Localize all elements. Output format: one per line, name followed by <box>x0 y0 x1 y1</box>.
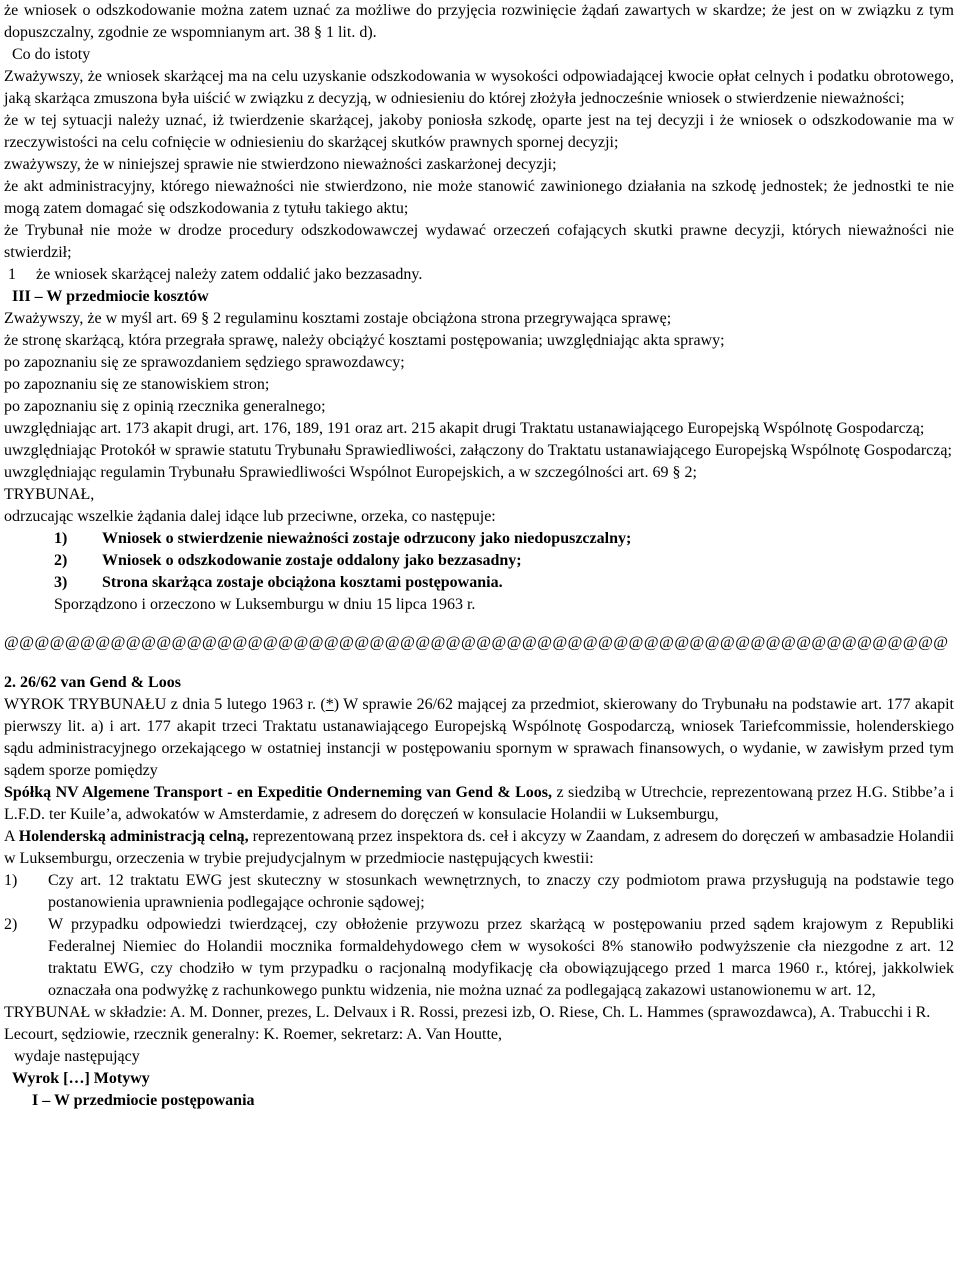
paragraph-rules-of-procedure: uwzględniając regulamin Trybunału Sprawiedliwości Wspólnot Europejskich, a w szczególności art. 69 § 2; <box>4 464 697 481</box>
section-heading-procedure: I – W przedmiocie postępowania <box>32 1092 255 1109</box>
footnote-link[interactable]: * <box>325 696 334 713</box>
paragraph-treaty-articles: uwzględniając art. 173 akapit drugi, art. 176, 189, 191 oraz art. 215 akapit drugi Traktatu ustanawiającego Europejską Wspólnotę Gospodarczą; <box>4 420 925 437</box>
paragraph-costs-rule: Zważywszy, że w myśl art. 69 § 2 regulaminu kosztami zostaje obciążona strona przegrywająca sprawę; <box>4 310 672 327</box>
question-1 <box>4 870 954 914</box>
order-text: Wniosek o odszkodowanie zostaje oddalony jako bezzasadny; <box>102 552 522 569</box>
question-2 <box>4 914 954 1002</box>
paragraph-claim-based-on-decision: że w tej sytuacji należy uznać, iż twierdzenie skarżącej, jakoby poniosła szkodę, oparte jest na tej decyzji i że wniosek o odszkodowanie ma w rzeczywistości na celu cofnięcie w odniesieniu do skarżącej skutków prawnych spornej decyzji; <box>4 112 954 151</box>
paragraph-advocate-general: po zapoznaniu się z opinią rzecznika generalnego; <box>4 398 326 415</box>
conclusion-text: że wniosek skarżącej należy zatem oddalić jako bezzasadny. <box>36 266 423 283</box>
court-composition: TRYBUNAŁ w składzie: A. M. Donner, prezes, L. Delvaux i R. Rossi, prezesi izb, O. Riese, Ch. L. Hammes (sprawozdawca), A. Trabucchi i R. Lecourt, sędziowie, rzecznik generalny: K. Roemer, sekretarz: A. Van Houtte, <box>4 1004 931 1043</box>
paragraph-costs-applicant: że stronę skarżącą, która przegrała sprawę, należy obciążyć kosztami postępowania; uwzględniając akta sprawy; <box>4 332 725 349</box>
order-text: Wniosek o stwierdzenie nieważności zostaje odrzucony jako niedopuszczalny; <box>102 530 632 547</box>
paragraph-report: po zapoznaniu się ze sprawozdaniem sędziego sprawozdawcy; <box>4 354 405 371</box>
question-text: W przypadku odpowiedzi twierdzącej, czy obłożenie przywozu przez skarżącą w postępowaniu przed sądem krajowym z Republiki Federalnej Niemiec do Holandii mocznika formaldehydowego cłem w wysokości 8% stanowiło podwyższenie cła niezgodne z art. 12 traktatu EWG, czy chodziło w tym przypadku o racjonalną modyfikację cła obowiązującego przed 1 marca 1960 r., której, jakkolwiek oznaczała ona podwyżkę z rachunkowego punktu widzenia, nie można uznać za podlegającą zakazowi ustanowionemu w art. 12, <box>48 916 954 999</box>
order-number: 3) <box>54 574 68 591</box>
signed-line: Sporządzono i orzeczono w Luksemburgu w dniu 15 lipca 1963 r. <box>54 596 476 613</box>
court-label: TRYBUNAŁ, <box>4 486 95 503</box>
question-number: 2) <box>4 916 18 933</box>
order-item-1 <box>4 528 954 550</box>
operative-part <box>4 528 954 594</box>
party-defendant-prefix: A <box>4 828 19 845</box>
order-text: Strona skarżąca zostaje obciążona kosztami postępowania. <box>102 574 503 591</box>
party-applicant <box>4 782 954 826</box>
judgment-heading: Wyrok […] Motywy <box>12 1070 150 1087</box>
case-intro <box>4 694 954 782</box>
case-intro-text-rest: ) W sprawie 26/62 mającej za przedmiot, skierowany do Trybunału na podstawie art. 177 akapit pierwszy lit. a) i art. 177 akapit trzeci Traktatu ustanawiającego Europejską Wspólnotę Gospodarczą, wniosek Tariefcommissie, holenderskiego sądu administracyjnego orzekającego w ostatniej instancji w postępowaniu spornym w sprawach finansowych, o wydanie, w zawisłym przed tym sądem sporze pomiędzy <box>4 696 954 779</box>
heading-substance: Co do istoty <box>12 46 91 63</box>
paragraph-considering-aim: Zważywszy, że wniosek skarżącej ma na celu uzyskanie odszkodowania w wysokości odpowiadającej kwocie opłat celnych i podatku obrotowego, jaką skarżąca zmuszona była uiścić w związku z decyzją, w odniesieniu do której złożyła jednocześnie wniosek o stwierdzenie nieważności; <box>4 68 954 107</box>
conclusion-number: 1 <box>8 266 16 283</box>
paragraph-parties: po zapoznaniu się ze stanowiskiem stron; <box>4 376 270 393</box>
party-defendant-details: reprezentowaną przez inspektora ds. ceł i akcyzy w Zaandam, z adresem do doręczeń w ambasadzie Holandii w Luksemburgu, orzeczenia w trybie prejudycjalnym w przedmiocie następujących kwestii: <box>4 828 955 867</box>
paragraph-protocol: uwzględniając Protokół w sprawie statutu Trybunału Sprawiedliwości, załączony do Traktatu ustanawiającego Europejską Wspólnotę Gospodarczą; <box>4 442 952 459</box>
paragraph-administrative-act: że akt administracyjny, którego nieważności nie stwierdzono, nie może stanowić zawinionego działania na szkodę jednostek; że jednostki te nie mogą zatem domagać się odszkodowania z tytułu takiego aktu; <box>4 178 954 217</box>
case-intro-text: WYROK TRYBUNAŁU z dnia 5 lutego 1963 r. ( <box>4 696 326 713</box>
issues-line: wydaje następujący <box>14 1048 140 1065</box>
case-title: 2. 26/62 van Gend & Loos <box>4 674 181 691</box>
order-number: 1) <box>54 530 68 547</box>
order-item-3 <box>4 572 954 594</box>
question-number: 1) <box>4 872 18 889</box>
paragraph-no-annulment: zważywszy, że w niniejszej sprawie nie stwierdzono nieważności zaskarżonej decyzji; <box>4 156 557 173</box>
party-applicant-details: z siedzibą w Utrechcie, reprezentowaną przez H.G. Stibbe’a i L.F.D. ter Kuile’a, adwokatów w Amsterdamie, z adresem do doręczeń w konsulacie Holandii w Luksemburgu, <box>4 784 955 823</box>
heading-costs: III – W przedmiocie kosztów <box>12 288 209 305</box>
party-applicant-name: Spółką NV Algemene Transport - en Expeditie Onderneming van Gend & Loos, <box>4 784 553 801</box>
paragraph-admissibility-conclusion: że wniosek o odszkodowanie można zatem uznać za możliwe do przyjęcia rozwinięcie żądań zawartych w skardze; że jest on w związku z tym dopuszczalny, zgodnie ze wspomnianym art. 38 § 1 lit. d). <box>4 2 954 41</box>
order-number: 2) <box>54 552 68 569</box>
numbered-conclusion <box>4 264 954 286</box>
separator-line: @@@@@@@@@@@@@@@@@@@@@@@@@@@@@@@@@@@@@@@@@@@@@@@@@@@@@@@@@@@@@@ <box>4 634 949 651</box>
question-text: Czy art. 12 traktatu EWG jest skuteczny w stosunkach wewnętrznych, to znaczy czy podmiotom prawa przysługują na podstawie tego postanowienia uprawnienia podlegające ochronie sądowej; <box>48 872 954 911</box>
party-defendant-name: Holenderską administracją celną, <box>18 828 249 845</box>
paragraph-ruling-intro: odrzucając wszelkie żądania dalej idące lub przeciwne, orzeka, co następuje: <box>4 508 496 525</box>
order-item-2 <box>4 550 954 572</box>
paragraph-court-cannot: że Trybunał nie może w drodze procedury odszkodowawczej wydawać orzeczeń cofających skutki prawne decyzji, których nieważności nie stwierdził; <box>4 222 954 261</box>
party-defendant <box>4 826 954 870</box>
